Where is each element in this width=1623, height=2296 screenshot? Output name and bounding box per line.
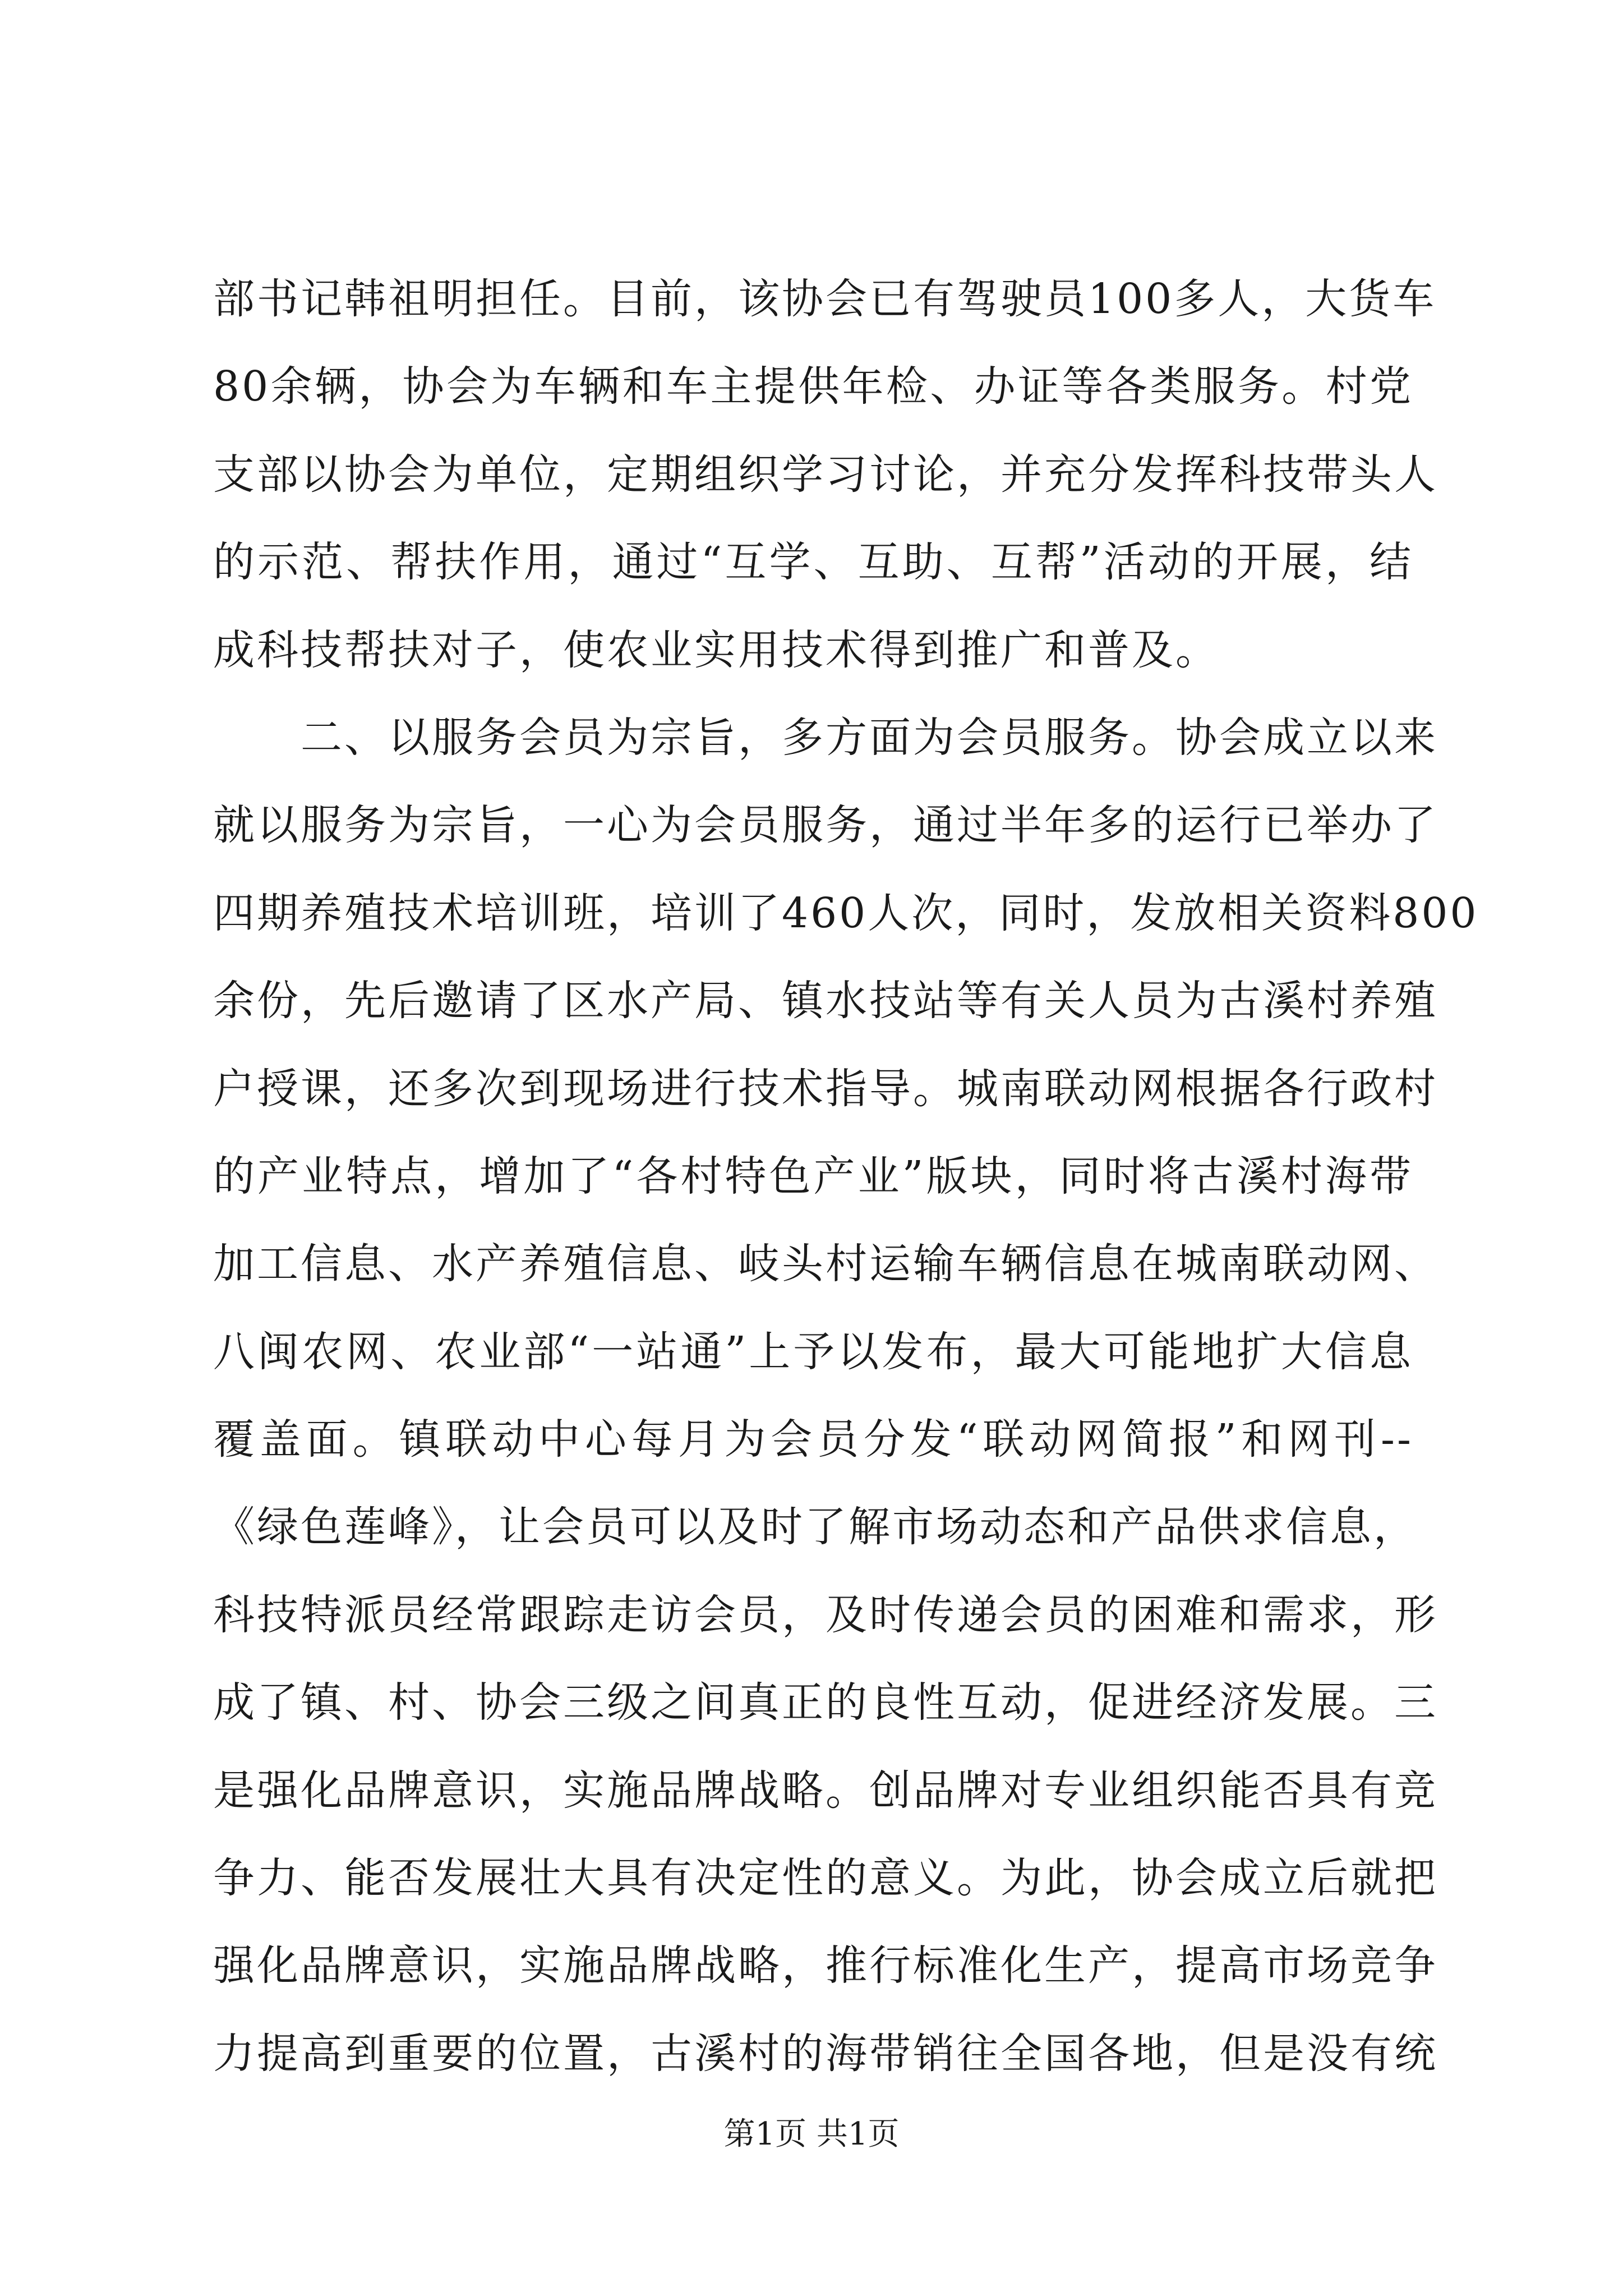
text-line: 争力、能否发展壮大具有决定性的意义。为此，协会成立后就把 [213, 1854, 1438, 1903]
text-line: 科技特派员经常跟踪走访会员，及时传递会员的困难和需求，形 [213, 1590, 1438, 1639]
text-line: 成科技帮扶对子，使农业实用技术得到推广和普及。 [213, 625, 1219, 674]
text-line: 80余辆，协会为车辆和车主提供年检、办证等各类服务。村党 [213, 362, 1413, 411]
text-line: 力提高到重要的位置，古溪村的海带销往全国各地，但是没有统 [213, 2029, 1438, 2078]
text-line: 四期养殖技术培训班，培训了460人次，同时，发放相关资料800 [213, 889, 1479, 937]
text-line: 的产业特点，增加了“各村特色产业”版块，同时将古溪村海带 [213, 1152, 1413, 1200]
text-line: 就以服务为宗旨，一心为会员服务，通过半年多的运行已举办了 [213, 801, 1438, 850]
text-line: 八闽农网、农业部“一站通”上予以发布，最大可能地扩大信息 [213, 1327, 1413, 1376]
text-line: 是强化品牌意识，实施品牌战略。创品牌对专业组织能否具有竞 [213, 1766, 1438, 1815]
text-line: 户授课，还多次到现场进行技术指导。城南联动网根据各行政村 [213, 1064, 1438, 1113]
text-line: 成了镇、村、协会三级之间真正的良性互动，促进经济发展。三 [213, 1678, 1438, 1727]
text-line: 余份，先后邀请了区水产局、镇水技站等有关人员为古溪村养殖 [213, 977, 1438, 1025]
document-body [213, 255, 1479, 2097]
text-line: 部书记韩祖明担任。目前，该协会已有驾驶员100多人，大货车 [213, 275, 1437, 323]
text-line: 的示范、帮扶作用，通过“互学、互助、互帮”活动的开展，结 [213, 538, 1413, 587]
text-line: 加工信息、水产养殖信息、岐头村运输车辆信息在城南联动网、 [213, 1240, 1438, 1289]
text-line: 二、以服务会员为宗旨，多方面为会员服务。协会成立以来 [213, 713, 1438, 762]
text-line: 《绿色莲峰》，让会员可以及时了解市场动态和产品供求信息， [213, 1503, 1417, 1552]
text-line: 强化品牌意识，实施品牌战略，推行标准化生产，提高市场竞争 [213, 1941, 1438, 1990]
page-number-footer: 第1页 共1页 [723, 2116, 900, 2152]
text-line: 支部以协会为单位，定期组织学习讨论，并充分发挥科技带头人 [213, 450, 1438, 499]
text-line: 覆盖面。镇联动中心每月为会员分发“联动网简报”和网刊-- [213, 1415, 1413, 1464]
